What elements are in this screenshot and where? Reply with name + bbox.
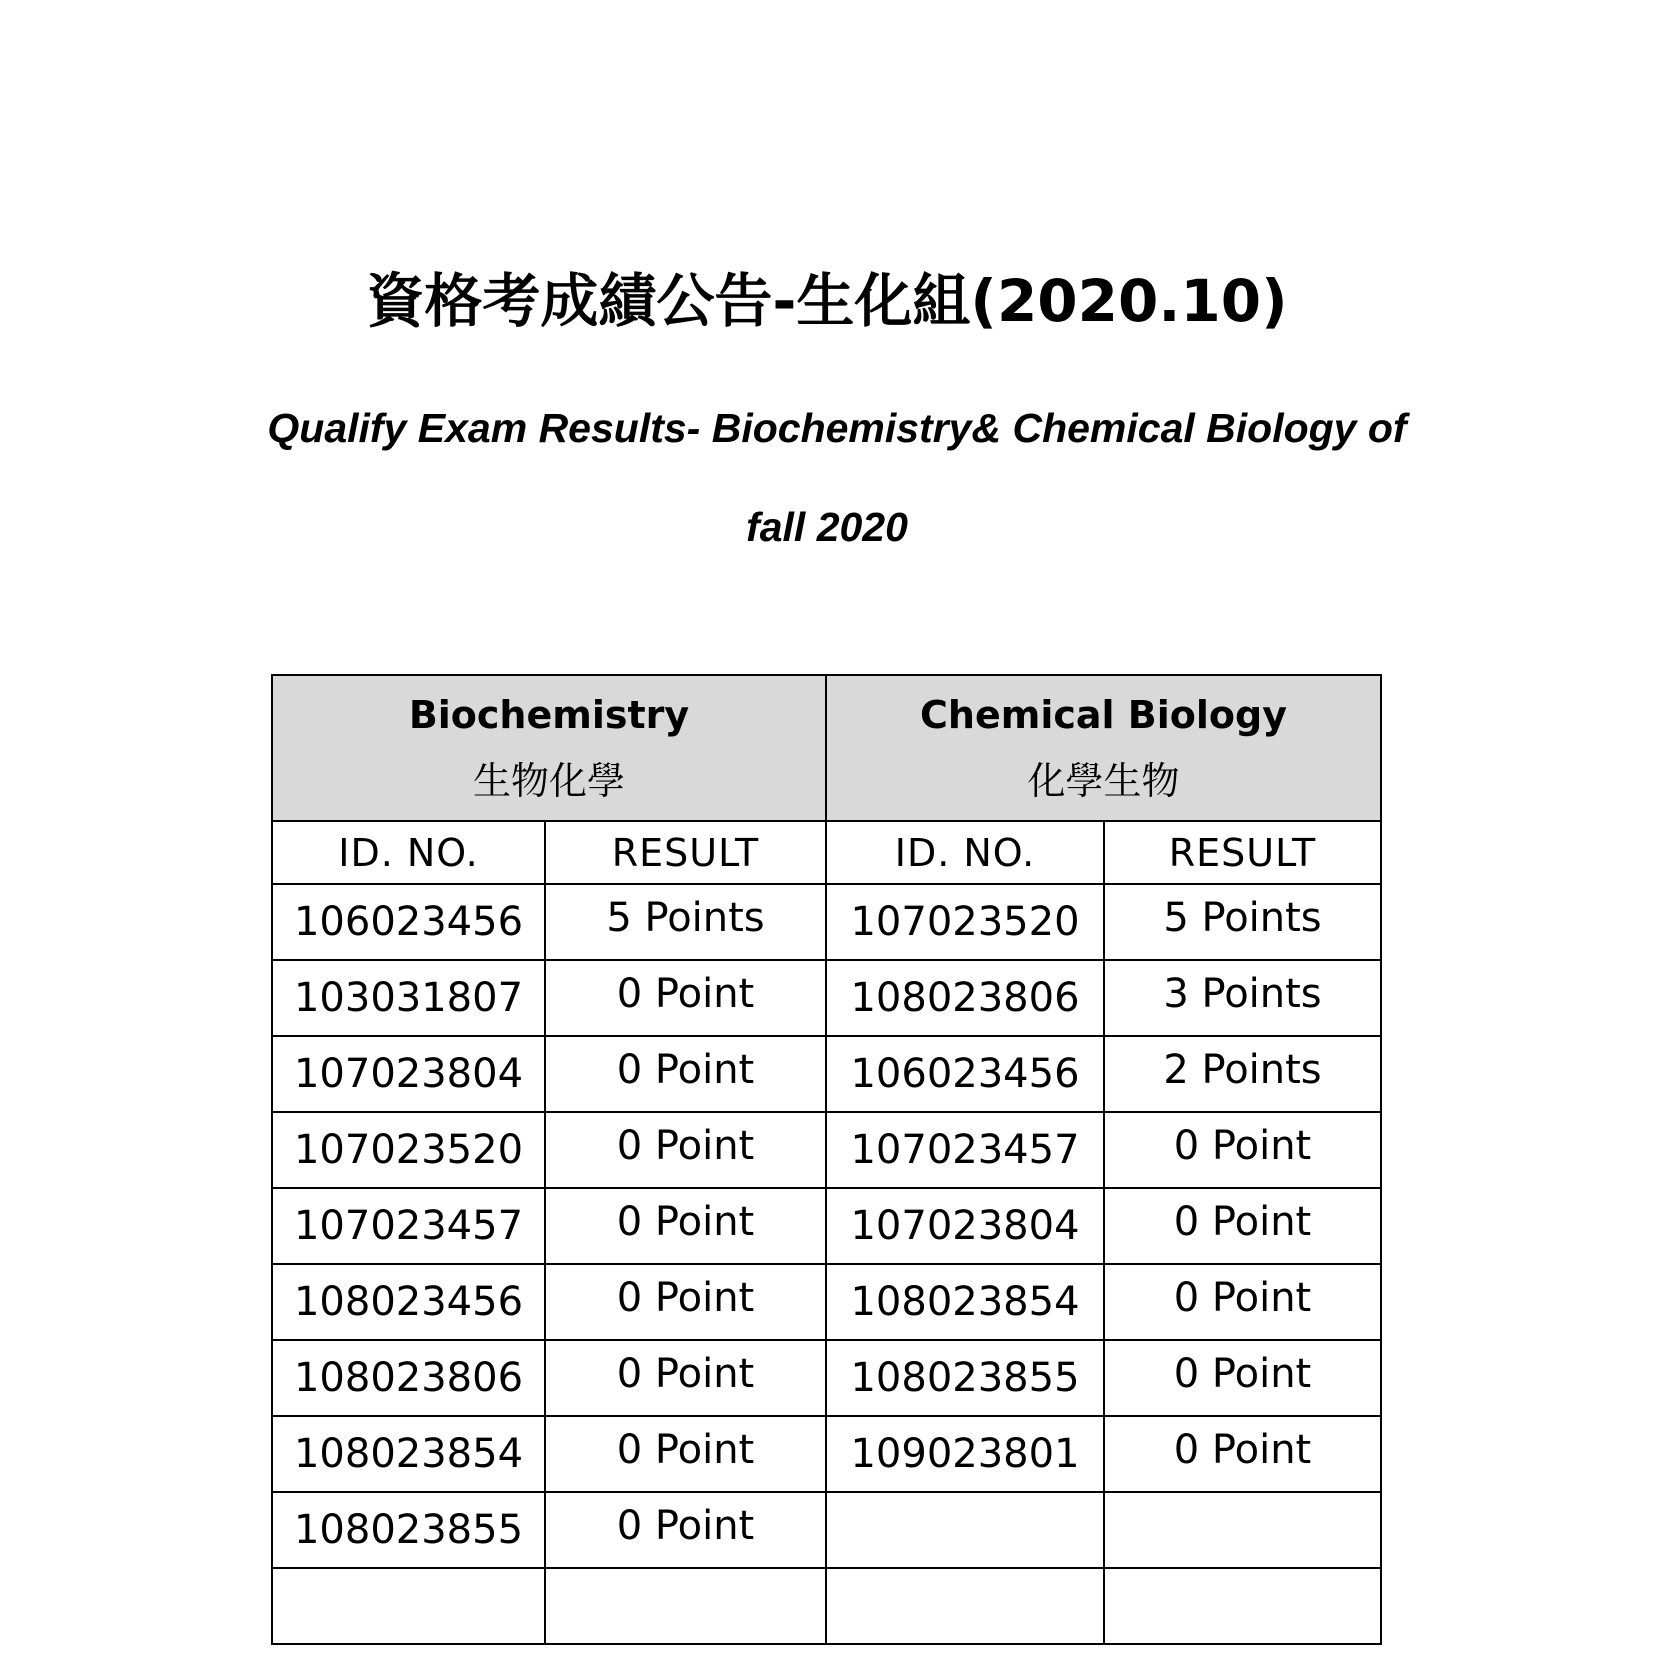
id-cell-text: 108023854	[293, 1431, 524, 1477]
id-cell-text: 106023456	[293, 899, 524, 945]
result-cell	[545, 1036, 826, 1112]
result-cell-text: 2 Points	[1163, 1047, 1322, 1093]
result-cell	[545, 1340, 826, 1416]
group-name-zh: 化學生物	[1027, 759, 1180, 803]
result-cell-text: 0 Point	[616, 1047, 755, 1093]
result-cell	[1104, 884, 1381, 960]
group-header-row	[272, 675, 1381, 821]
result-cell	[1104, 1264, 1381, 1340]
result-cell-text: 0 Point	[616, 1123, 755, 1169]
result-cell-text: 0 Point	[1173, 1351, 1312, 1397]
id-cell-text: 107023520	[293, 1127, 524, 1173]
result-cell-text: 0 Point	[1173, 1199, 1312, 1245]
column-header-result: RESULT	[545, 821, 826, 884]
result-cell-text: 0 Point	[616, 1427, 755, 1473]
page-title: 資格考成績公告-生化組(2020.10)	[366, 267, 1288, 335]
group-name-zh: 生物化學	[472, 759, 625, 803]
id-cell-text: 107023457	[850, 1127, 1080, 1173]
id-cell	[272, 1492, 545, 1568]
result-cell	[545, 1264, 826, 1340]
result-cell-text: 5 Points	[606, 895, 765, 941]
group-header-biochemistry	[272, 675, 826, 821]
result-cell	[1104, 1492, 1381, 1568]
id-cell	[826, 1188, 1104, 1264]
result-cell-text: 0 Point	[616, 1199, 755, 1245]
id-cell-text: 108023855	[293, 1507, 524, 1553]
id-cell-text: 107023804	[850, 1203, 1080, 1249]
result-cell	[545, 884, 826, 960]
group-name-en: Chemical Biology	[920, 693, 1287, 737]
id-cell	[272, 1036, 545, 1112]
group-header-chemical-biology	[826, 675, 1381, 821]
id-cell-text: 108023854	[850, 1279, 1080, 1325]
id-cell-text: 107023520	[850, 899, 1080, 945]
group-name-en: Biochemistry	[408, 693, 690, 737]
result-cell-text: 0 Point	[616, 971, 755, 1017]
result-cell	[1104, 1036, 1381, 1112]
id-cell	[272, 1264, 545, 1340]
id-cell	[826, 1416, 1104, 1492]
result-cell	[545, 1416, 826, 1492]
result-cell	[545, 1188, 826, 1264]
id-cell	[272, 1416, 545, 1492]
result-cell	[1104, 960, 1381, 1036]
id-cell	[826, 1036, 1104, 1112]
result-cell	[545, 960, 826, 1036]
id-cell	[826, 1264, 1104, 1340]
result-cell	[1104, 1188, 1381, 1264]
id-cell	[826, 884, 1104, 960]
column-header-result: RESULT	[1104, 821, 1381, 884]
result-cell-text: 0 Point	[1173, 1123, 1312, 1169]
result-cell	[545, 1492, 826, 1568]
subtitle-line-2: fall 2020	[746, 504, 908, 550]
id-cell	[272, 1568, 545, 1644]
result-cell	[1104, 1112, 1381, 1188]
result-cell-text: 0 Point	[616, 1275, 755, 1321]
column-header-row	[272, 821, 1381, 884]
table-row	[272, 1188, 1381, 1264]
id-cell	[826, 1492, 1104, 1568]
results-body	[272, 884, 1381, 1644]
id-cell	[272, 1112, 545, 1188]
table-row	[272, 1112, 1381, 1188]
table-row	[272, 960, 1381, 1036]
table-row	[272, 1492, 1381, 1568]
results-table	[271, 674, 1382, 1645]
table-row	[272, 1568, 1381, 1644]
subtitle-line-1: Qualify Exam Results- Biochemistry& Chemical Biology of	[267, 405, 1407, 451]
result-cell	[545, 1112, 826, 1188]
result-cell-text: 0 Point	[616, 1351, 755, 1397]
result-cell-text: 5 Points	[1163, 895, 1322, 941]
id-cell	[272, 884, 545, 960]
id-cell	[826, 1112, 1104, 1188]
table-row	[272, 1416, 1381, 1492]
table-row	[272, 884, 1381, 960]
id-cell-text: 108023806	[850, 975, 1080, 1021]
column-header-id: ID. NO.	[272, 821, 545, 884]
table-row	[272, 1264, 1381, 1340]
id-cell-text: 103031807	[293, 975, 524, 1021]
id-cell-text: 106023456	[850, 1051, 1080, 1097]
id-cell	[272, 1188, 545, 1264]
result-cell-text: 0 Point	[1173, 1275, 1312, 1321]
id-cell	[272, 960, 545, 1036]
result-cell	[1104, 1568, 1381, 1644]
id-cell-text: 107023457	[293, 1203, 524, 1249]
result-cell	[1104, 1416, 1381, 1492]
result-cell	[1104, 1340, 1381, 1416]
id-cell	[826, 960, 1104, 1036]
id-cell	[826, 1568, 1104, 1644]
result-cell-text: 3 Points	[1163, 971, 1322, 1017]
table-row	[272, 1036, 1381, 1112]
table-row	[272, 1340, 1381, 1416]
id-cell-text: 109023801	[850, 1431, 1080, 1477]
result-cell-text: 0 Point	[616, 1503, 755, 1549]
id-cell-text: 107023804	[293, 1051, 524, 1097]
id-cell-text: 108023855	[850, 1355, 1080, 1401]
id-cell	[272, 1340, 545, 1416]
id-cell-text: 108023806	[293, 1355, 524, 1401]
result-cell-text: 0 Point	[1173, 1427, 1312, 1473]
id-cell-text: 108023456	[293, 1279, 524, 1325]
result-cell	[545, 1568, 826, 1644]
id-cell	[826, 1340, 1104, 1416]
column-header-id: ID. NO.	[826, 821, 1104, 884]
